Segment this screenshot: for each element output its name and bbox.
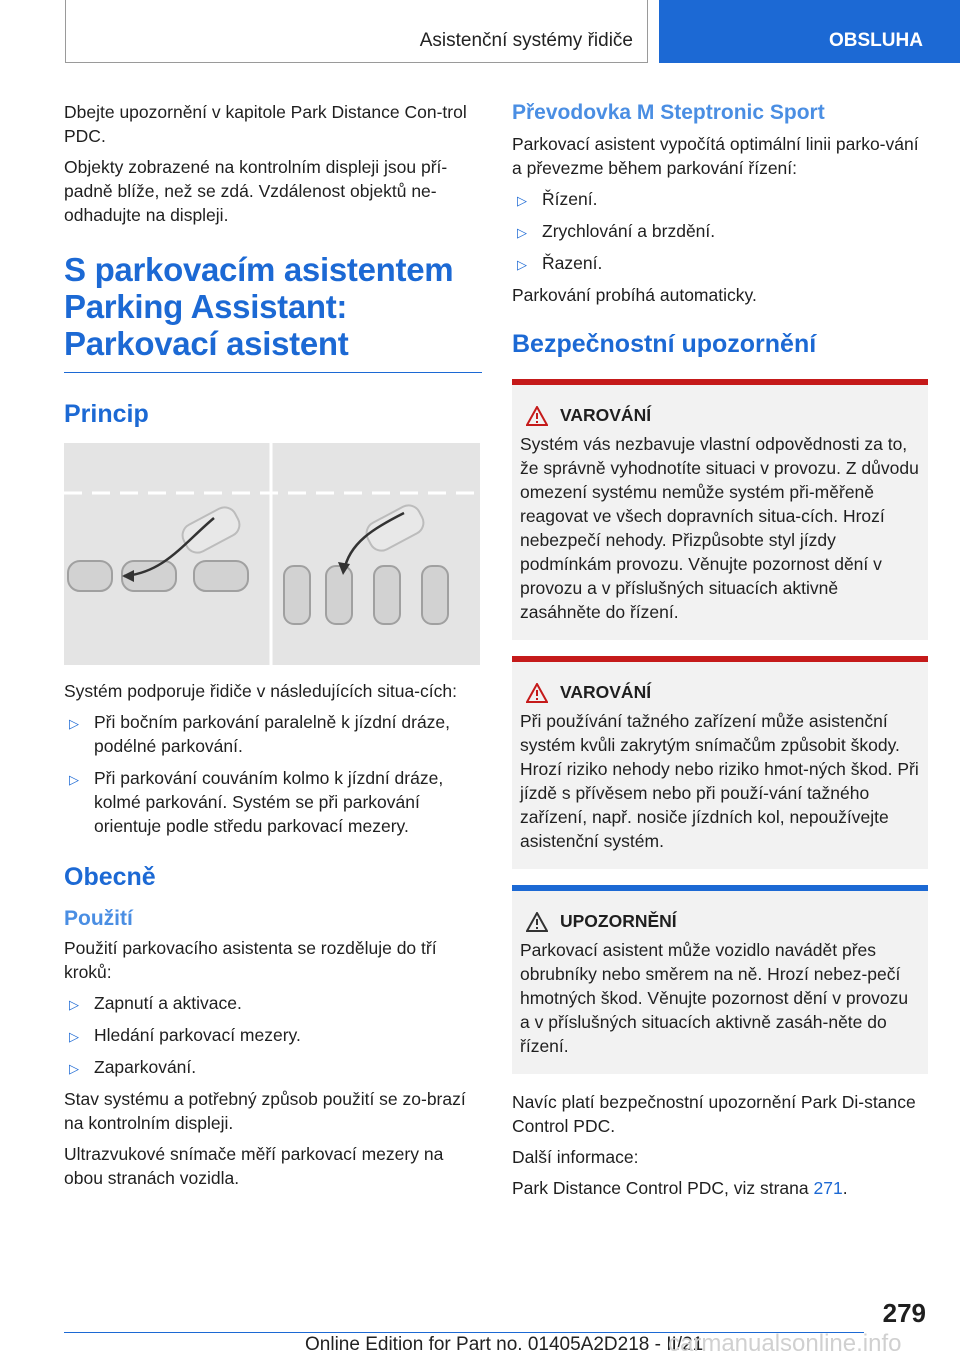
watermark: carmanualsonline.info <box>668 1330 902 1357</box>
heading-pouziti: Použití <box>64 907 133 930</box>
heading-princip: Princip <box>64 400 149 428</box>
header-section-box <box>65 0 648 63</box>
bullet-triangle-icon: ▷ <box>69 716 79 731</box>
list-item: ▷ Zapnutí a aktivace. <box>64 991 482 1015</box>
header-chapter-title: OBSLUHA <box>829 30 923 51</box>
paragraph-pdc-reference: Park Distance Control PDC, viz strana 271. <box>512 1178 848 1198</box>
list-item: ▷ Při bočním parkování paralelně k jízdní dráze, podélné parkování. <box>69 712 451 756</box>
header-section-title: Asistenční systémy řidiče <box>419 30 633 51</box>
notice-triangle-icon <box>526 912 548 932</box>
list-item: ▷ Řízení. <box>512 187 928 211</box>
heading-obecne: Obecně <box>64 863 156 891</box>
warning-text: Systém vás nezbavuje vlastní odpovědnosti za to, že správně vyhodnotíte situaci v provozu. Z důvodu omezení systému nemůže systém při-měřeně reagovat ve všech dopravních situa-cích. Hrozí nebezpečí nehody. Přizpůsobte styl jízdy podmínkám provozu. Věnujte pozornost dění v provozu a v příslušných situacích aktivně zasáhněte do řízení. <box>520 434 919 622</box>
paragraph-situations: Systém podporuje řidiče v následujících situa-cích: <box>64 681 457 701</box>
paragraph-steps: Použití parkovacího asistenta se rozděluje do tří kroků: <box>64 938 437 982</box>
paragraph-pdc-note: Dbejte upozornění v kapitole Park Distance Con-trol PDC. <box>64 102 467 146</box>
warning-triangle-icon <box>526 683 548 703</box>
warning-title: VAROVÁNÍ <box>520 682 920 703</box>
list-item: ▷ Zrychlování a brzdění. <box>512 219 928 243</box>
warning-title: VAROVÁNÍ <box>520 405 920 426</box>
heading-steptronic: Převodovka M Steptronic Sport <box>512 101 825 124</box>
heading-safety: Bezpečnostní upozornění <box>512 330 817 358</box>
page-link[interactable]: 271 <box>813 1178 843 1198</box>
list-item: ▷ Hledání parkovací mezery. <box>64 1023 482 1047</box>
notice-text: Parkovací asistent může vozidlo navádět přes obrubníky nebo směrem na ně. Hrozí nebez-pečí hmotných škod. Věnujte pozornost dění v provozu a v příslušných situacích aktivně zasáh-něte do řízení. <box>520 940 909 1056</box>
paragraph-automatic: Parkování probíhá automaticky. <box>512 285 757 305</box>
bullet-triangle-icon: ▷ <box>69 1061 79 1076</box>
warning-text: Při používání tažného zařízení může asistenční systém kvůli zakrytým snímačům způsobit škody. Hrozí riziko nehody nebo riziko hmot-ných škod. Při jízdě s přívěsem nebo při použí-vání tažného zařízení, např. nosiče jízdních kol, nepoužívejte asistenční systém. <box>520 711 919 851</box>
left-column <box>64 100 482 1197</box>
situations-list <box>64 710 482 838</box>
control-list <box>512 187 928 275</box>
list-item: ▷ Při parkování couváním kolmo k jízdní dráze, kolmé parkování. Systém se při parkování orientuje podle středu parkovací mezery. <box>69 768 444 836</box>
section-divider <box>64 372 482 373</box>
bullet-triangle-icon: ▷ <box>517 193 527 208</box>
page-number: 279 <box>882 1298 926 1328</box>
warning-box-responsibility <box>512 379 928 640</box>
steps-list <box>64 991 482 1079</box>
paragraph-sensors: Ultrazvukové snímače měří parkovací mezery na obou stranách vozidla. <box>64 1144 444 1188</box>
paragraph-status: Stav systému a potřebný způsob použití se zo-brazí na kontrolním displeji. <box>64 1089 466 1133</box>
paragraph-display-note: Objekty zobrazené na kontrolním displeji jsou pří-padně blíže, než se zdá. Vzdálenost objektů ne-odhadujte na displeji. <box>64 157 448 225</box>
warning-box-towbar <box>512 656 928 869</box>
bullet-triangle-icon: ▷ <box>69 772 79 787</box>
parking-illustration <box>64 443 480 665</box>
footer-edition: Online Edition for Part no. 01405A2D218 - II/21 <box>305 1334 704 1355</box>
paragraph-more-info: Další informace: <box>512 1147 639 1167</box>
bullet-triangle-icon: ▷ <box>69 997 79 1012</box>
paragraph-pdc-safety: Navíc platí bezpečnostní upozornění Park Di-stance Control PDC. <box>512 1092 916 1136</box>
warning-triangle-icon <box>526 406 548 426</box>
bullet-triangle-icon: ▷ <box>69 1029 79 1044</box>
notice-title: UPOZORNĚNÍ <box>520 911 920 932</box>
notice-box-curbs <box>512 885 928 1074</box>
header-chapter-tab <box>659 0 960 63</box>
bullet-triangle-icon: ▷ <box>517 225 527 240</box>
bullet-triangle-icon: ▷ <box>517 257 527 272</box>
parking-diagram <box>64 443 480 665</box>
section-heading: S parkovacím asistentem Parking Assistant: Parkovací asistent <box>64 251 454 362</box>
right-column <box>512 100 928 1207</box>
paragraph-takeover: Parkovací asistent vypočítá optimální linii parko-vání a převezme během parkování řízení: <box>512 134 919 178</box>
list-item: ▷ Zaparkování. <box>64 1055 482 1079</box>
list-item: ▷ Řazení. <box>512 251 928 275</box>
